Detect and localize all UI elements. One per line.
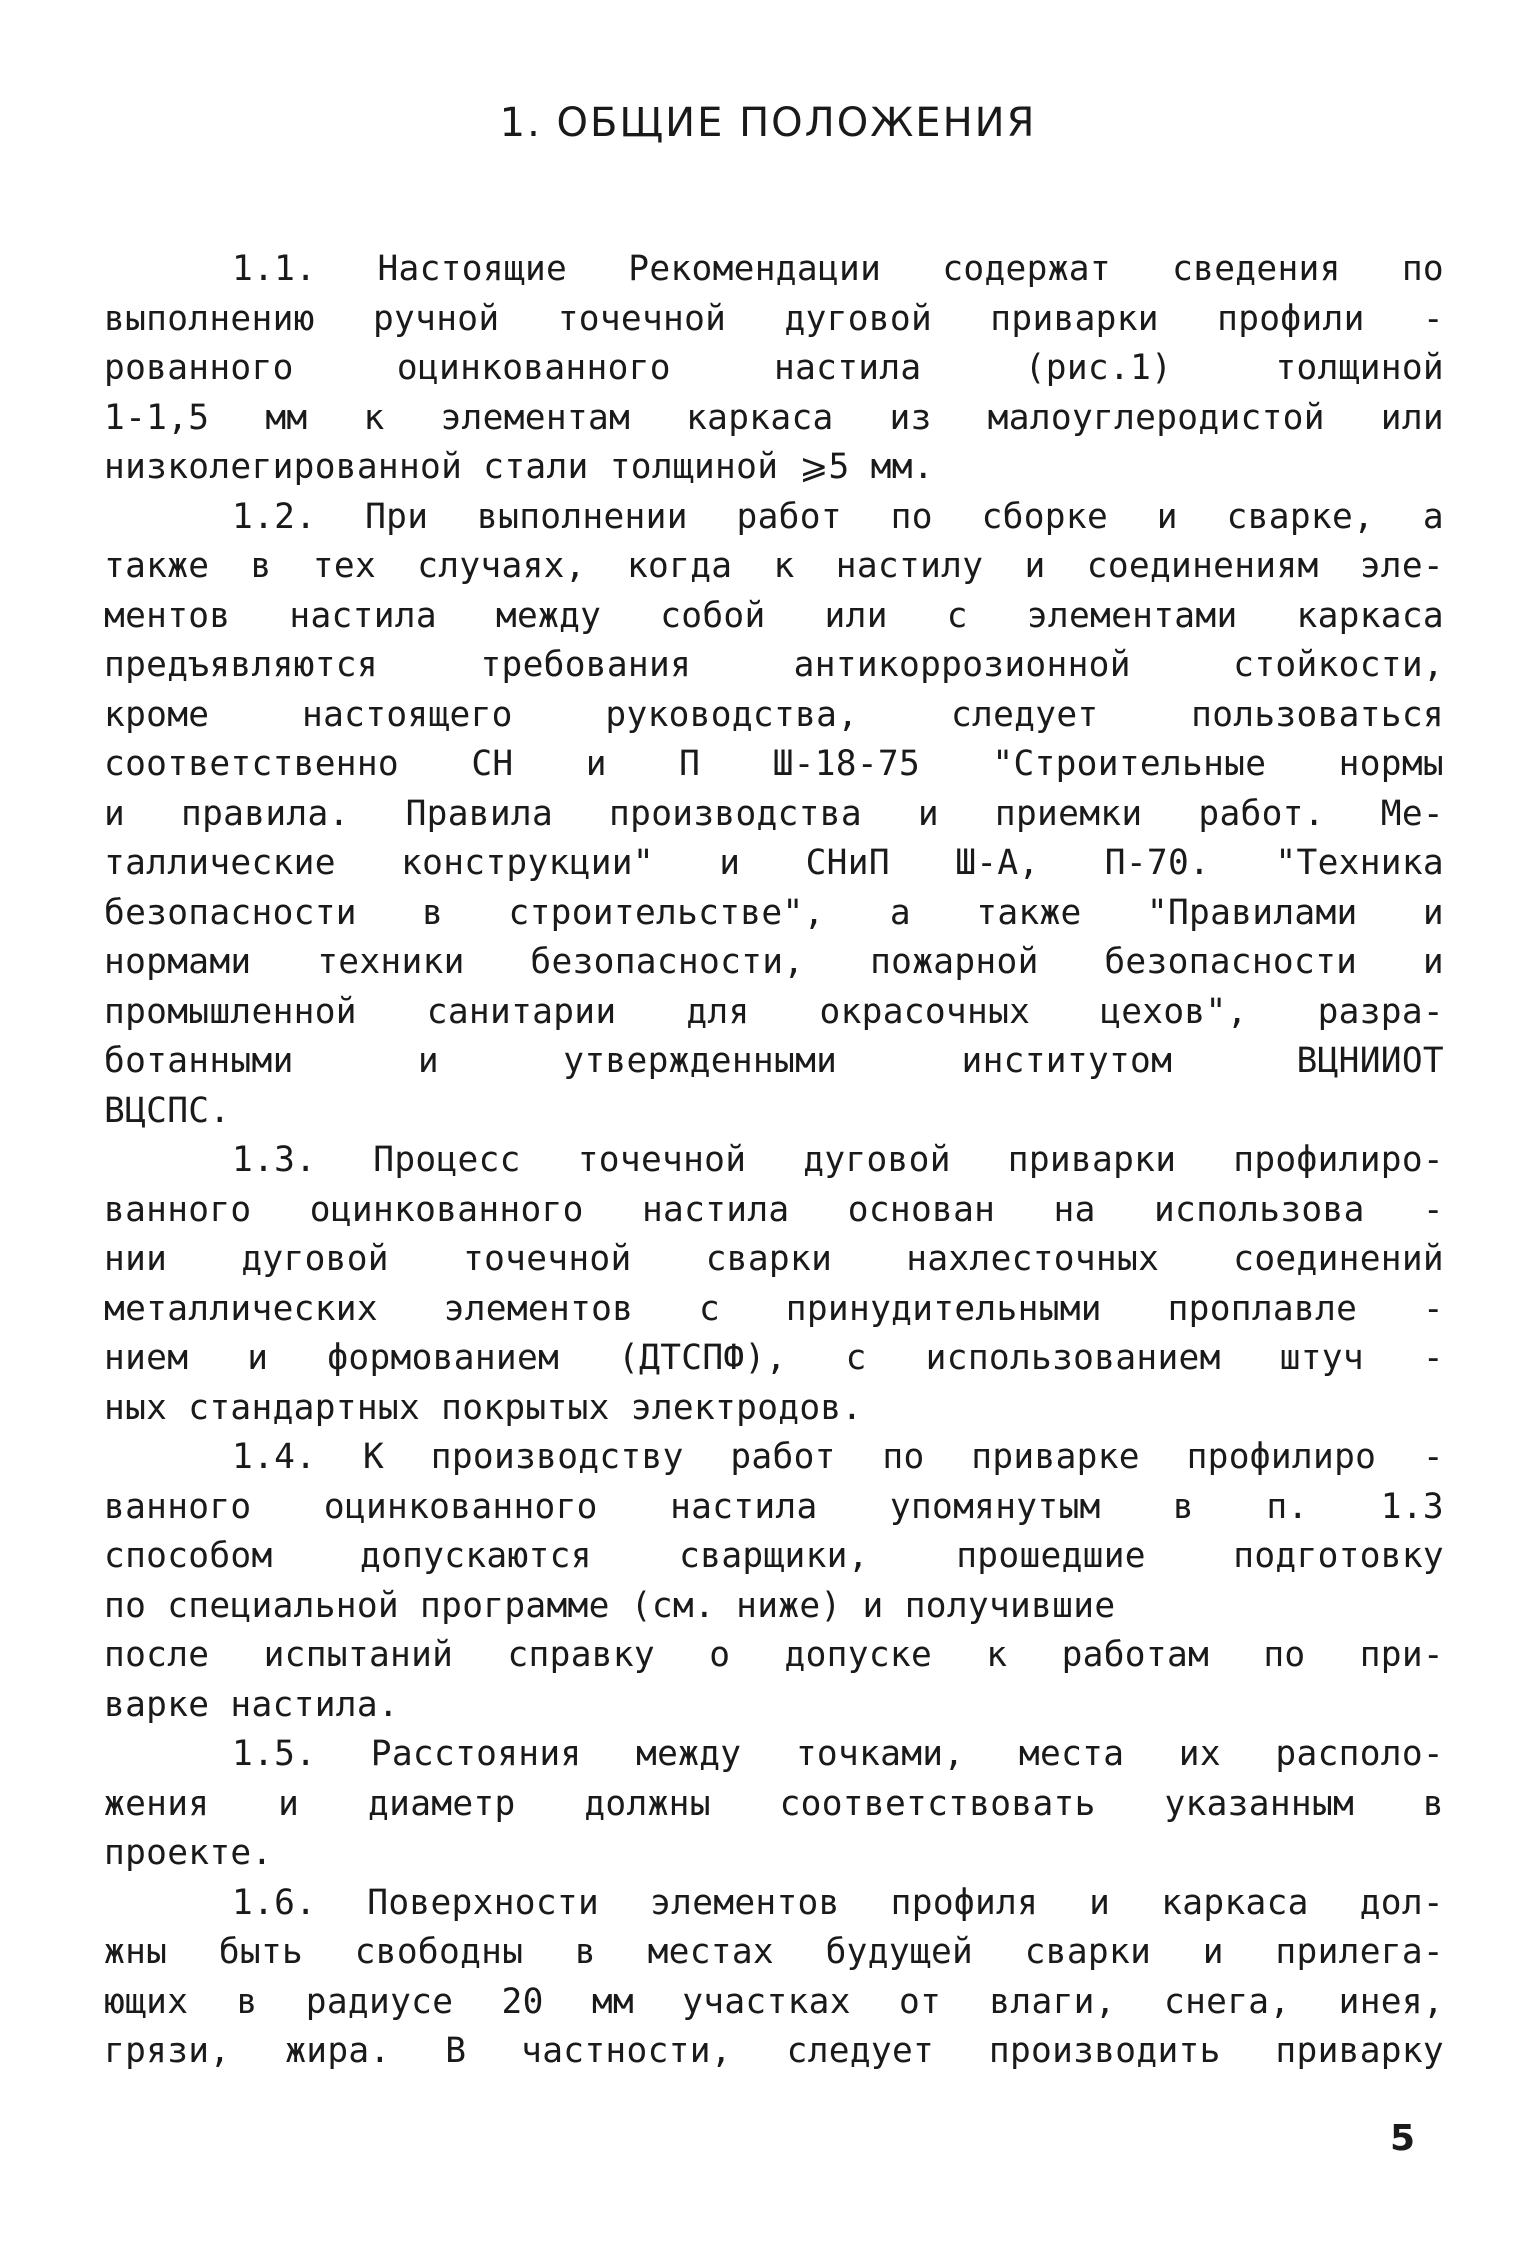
text-line: жения и диаметр должны соответствовать указанным в	[104, 1783, 1444, 1824]
text-line: способом допускаются сварщики, прошедшие подготовку	[104, 1536, 1444, 1576]
text-line: нии дуговой точечной сварки нахлесточных соединений	[104, 1239, 1444, 1279]
text-line: 1.5. Расстояния между точками, места их располо-	[232, 1734, 1444, 1774]
text-line: безопасности в строительстве", а также "Правилами и	[104, 892, 1444, 933]
text-line: ботанными и утвержденными институтом ВЦНИИОТ	[104, 1041, 1444, 1081]
text-line: жны быть свободны в местах будущей сварки и прилега-	[104, 1932, 1444, 1972]
text-line: 1.6. Поверхности элементов профиля и каркаса дол-	[232, 1882, 1444, 1923]
text-line: металлических элементов с принудительными проплавле -	[104, 1288, 1444, 1329]
text-line: ванного оцинкованного настила упомянутым в п. 1.3	[104, 1486, 1444, 1527]
text-line: варке настила.	[104, 1684, 399, 1725]
text-line: выполнению ручной точечной дуговой приварки профили -	[104, 298, 1444, 339]
text-line: нием и формованием (ДТСПФ), с использованием штуч -	[104, 1338, 1444, 1378]
text-line: соответственно СН и П Ш-18-75 "Строительные нормы	[104, 744, 1444, 784]
text-line: ющих в радиусе 20 мм участках от влаги, снега, инея,	[104, 1981, 1444, 2022]
text-line: 1.3. Процесс точечной дуговой приварки профилиро-	[232, 1140, 1444, 1180]
text-line: после испытаний справку о допуске к работам по при-	[104, 1635, 1444, 1675]
text-line: и правила. Правила производства и приемки работ. Ме-	[104, 793, 1444, 834]
text-line: ментов настила между собой или с элементами каркаса	[104, 595, 1444, 636]
text-line: ВЦСПС.	[104, 1090, 231, 1131]
text-line: 1-1,5 мм к элементам каркаса из малоуглеродистой или	[104, 397, 1444, 438]
body-text	[104, 245, 1444, 2077]
text-line: нормами техники безопасности, пожарной безопасности и	[104, 942, 1444, 982]
text-line: 1.1. Настоящие Рекомендации содержат сведения по	[232, 249, 1444, 289]
text-line: рованного оцинкованного настила (рис.1) толщиной	[104, 348, 1444, 388]
text-line: по специальной программе (см. ниже) и получившие	[104, 1585, 1116, 1626]
section-title: 1. ОБЩИЕ ПОЛОЖЕНИЯ	[499, 100, 1037, 146]
text-line: предъявляются требования антикоррозионной стойкости,	[104, 645, 1444, 685]
text-line: ных стандартных покрытых электродов.	[104, 1387, 863, 1428]
text-line: таллические конструкции" и СНиП Ш-А, П-70. "Техника	[104, 843, 1444, 883]
text-line: ванного оцинкованного настила основан на использова -	[104, 1189, 1444, 1230]
text-line: грязи, жира. В частности, следует производить приварку	[104, 2031, 1444, 2071]
text-line: промышленной санитарии для окрасочных цехов", разра-	[104, 991, 1444, 1032]
text-line: кроме настоящего руководства, следует пользоваться	[104, 694, 1444, 735]
text-line: проекте.	[104, 1833, 273, 1873]
page-number: 5	[1390, 2118, 1416, 2159]
text-line: низколегированной стали толщиной ⩾5 мм.	[104, 447, 934, 487]
text-line: также в тех случаях, когда к настилу и соединениям эле-	[104, 546, 1444, 586]
text-line: 1.4. К производству работ по приварке профилиро -	[232, 1437, 1444, 1477]
text-line: 1.2. При выполнении работ по сборке и сварке, а	[232, 496, 1444, 537]
